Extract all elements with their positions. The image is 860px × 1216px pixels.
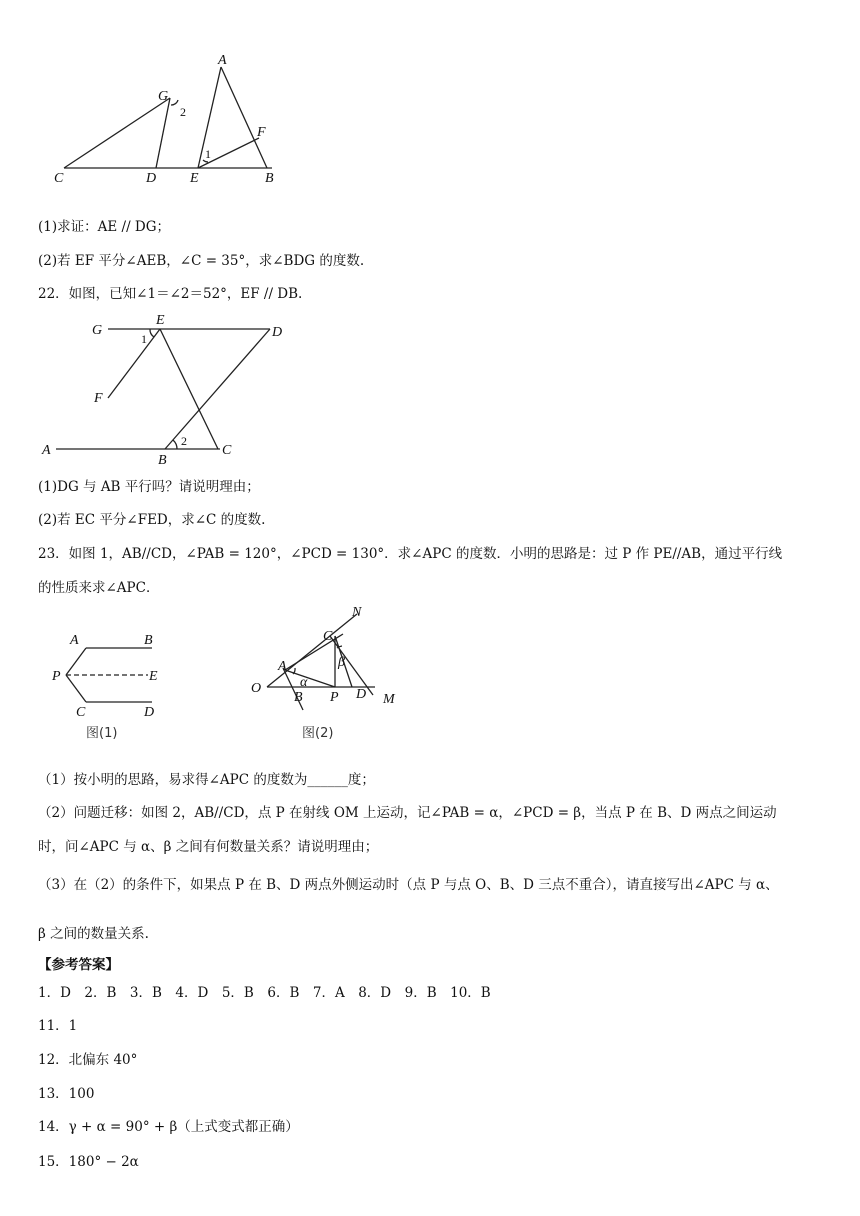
figure-q23-2 [245,602,415,717]
answer-12: 12．北偏东 40° [38,1052,138,1068]
label-2: 2 [181,434,187,448]
answer-14: 14．γ + α = 90° + β（上式变式都正确） [38,1119,299,1135]
label-M: M [383,692,395,707]
label-E: E [190,171,199,186]
label-D: D [356,687,367,702]
label-beta: β [338,655,345,670]
figure-q21 [50,50,290,190]
label-1: 1 [205,147,211,161]
answers-1-10: 1．D 2．B 3．B 4．D 5．B 6．B 7．A 8．D 9．B 10．B [38,985,491,1001]
q23-stem-line1: 23．如图 1，AB//CD，∠PAB = 120°，∠PCD = 130°．求∠APC 的度数．小明的思路是：过 P 作 PE//AB，通过平行线 [38,546,783,562]
label-1: 1 [141,332,147,346]
answers-title: 【参考答案】 [38,957,119,973]
label-F: F [94,391,103,406]
q23-part3-line2: β 之间的数量关系. [38,926,149,942]
label-A: A [42,443,51,458]
q21-part1: (1)求证：AE // DG； [38,219,171,235]
label-P: P [52,669,61,684]
label-N: N [352,605,362,620]
label-A: A [70,633,79,648]
q23-part2-line1: （2）问题迁移：如图 2，AB//CD，点 P 在射线 OM 上运动，记∠PAB = α，∠PCD = β，当点 P 在 B、D 两点之间运动 [38,805,777,821]
label-B: B [265,171,274,186]
label-E: E [156,313,165,328]
label-C: C [76,705,86,718]
q22-part2: (2)若 EC 平分∠FED，求∠C 的度数. [38,512,266,528]
label-B: B [294,690,303,705]
label-D: D [146,171,157,186]
q22-stem: 22．如图，已知∠1＝∠2＝52°，EF // DB. [38,286,303,302]
label-2: 2 [180,105,186,119]
label-C: C [323,629,333,644]
answer-11: 11．1 [38,1018,78,1034]
q21-part2: (2)若 EF 平分∠AEB，∠C = 35°，求∠BDG 的度数. [38,253,365,269]
label-alpha: α [300,675,308,690]
label-P: P [330,690,339,705]
q23-part1: （1）按小明的思路，易求得∠APC 的度数为______度； [38,772,375,788]
q23-stem-line2: 的性质来求∠APC． [38,580,160,596]
label-E: E [149,669,158,684]
figure-q22 [40,312,300,470]
label-A: A [218,53,227,68]
answer-15: 15．180° − 2α [38,1154,139,1170]
label-B: B [144,633,153,648]
label-D: D [272,325,283,340]
label-G: G [92,323,103,338]
label-C: C [222,443,232,458]
label-G: G [158,89,169,104]
label-F: F [257,125,266,140]
figure-q23-1-caption: 图(1) [86,726,118,741]
figure-q23-1 [48,628,168,718]
label-B: B [158,453,167,468]
answer-13: 13．100 [38,1086,95,1102]
label-D: D [144,705,155,718]
q23-part3-line1: （3）在（2）的条件下，如果点 P 在 B、D 两点外侧运动时（点 P 与点 O、B、D 三点不重合），请直接写出∠APC 与 α、 [38,877,779,893]
label-C: C [54,171,64,186]
label-A: A [278,659,287,674]
label-O: O [251,681,262,696]
figure-q23-2-caption: 图(2) [302,726,334,741]
q23-part2-line2: 时，问∠APC 与 α、β 之间有何数量关系？请说明理由； [38,839,379,855]
q22-part1: (1)DG 与 AB 平行吗？请说明理由； [38,479,260,495]
